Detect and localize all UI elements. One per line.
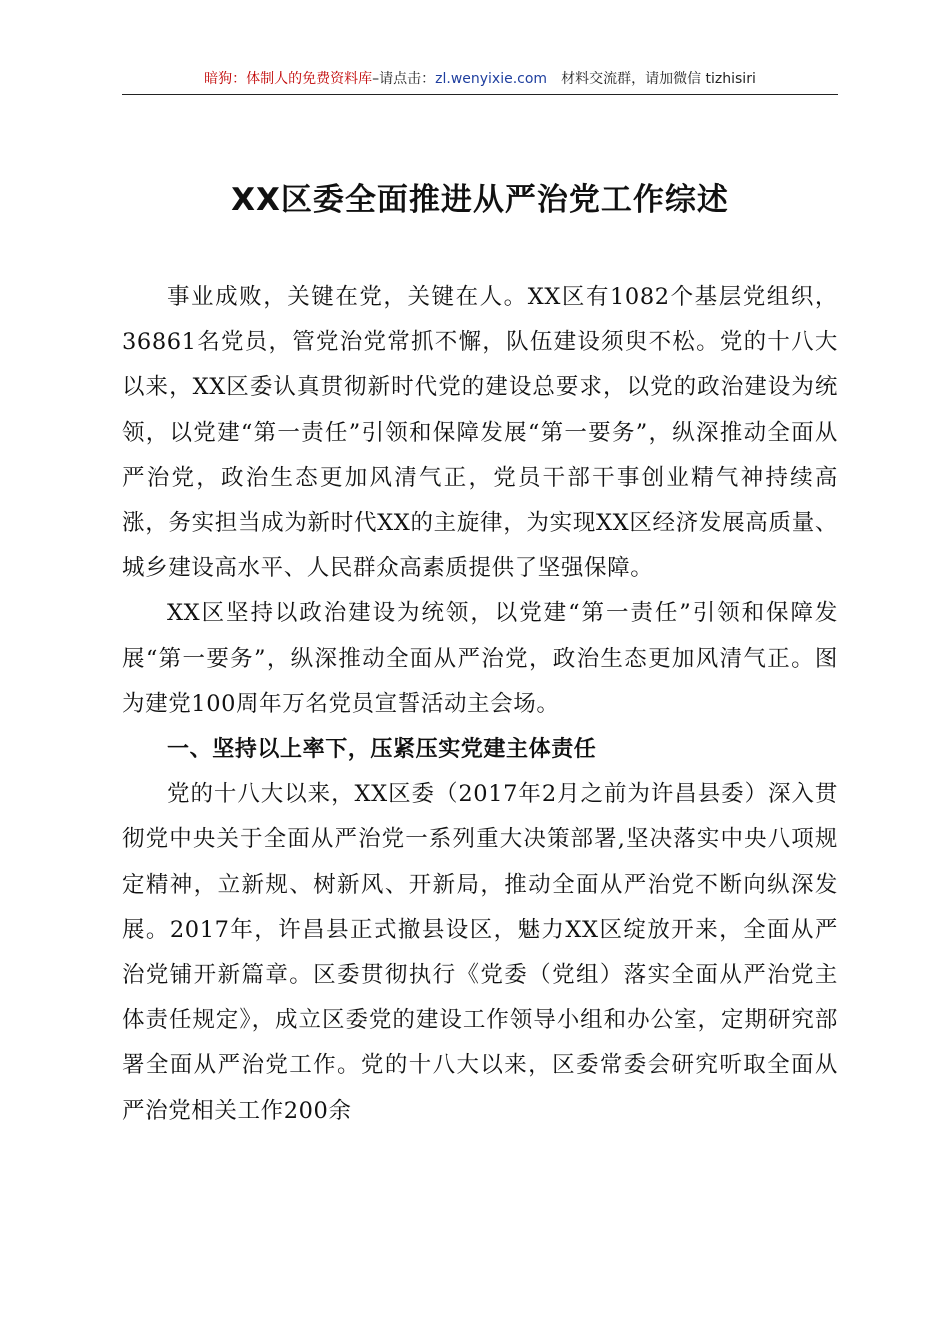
page-header xyxy=(122,66,838,95)
header-click-prompt: –请点击： xyxy=(372,71,436,87)
section-heading: 一、坚持以上率下，压紧压实党建主体责任 xyxy=(167,737,597,763)
paragraph-caption: XX区坚持以政治建设为统领，以党建“第一责任”引领和保障发展“第一要务”，纵深推动全面从严治党，政治生态更加风清气正。图为建党100周年万名党员宣誓活动主会场。 xyxy=(122,600,838,717)
document-title: XX区委全面推进从严治党工作综述 xyxy=(231,182,729,218)
header-url-link[interactable]: zl.wenyixie.com xyxy=(435,71,548,87)
header-site-name: 暗狗：体制人的免费资料库 xyxy=(204,71,373,87)
header-contact: 材料交流群，请加微信 tizhisiri xyxy=(561,71,756,87)
paragraph-intro: 事业成败，关键在党，关键在人。XX区有1082个基层党组织，36861名党员，管党治党常抓不懈，队伍建设须臾不松。党的十八大以来，XX区委认真贯彻新时代党的建设总要求，以党的政治建设为统领，以党建“第一责任”引领和保障发展“第一要务”，纵深推动全面从严治党，政治生态更加风清气正，党员干部干事创业精气神持续高涨，务实担当成为新时代XX的主旋律，为实现XX区经济发展高质量、城乡建设高水平、人民群众高素质提供了坚强保障。 xyxy=(122,284,838,582)
document-body xyxy=(122,275,838,1134)
paragraph-section-one: 党的十八大以来，XX区委（2017年2月之前为许昌县委）深入贯彻党中央关于全面从严治党一系列重大决策部署,坚决落实中央八项规定精神，立新规、树新风、开新局，推动全面从严治党不断向纵深发展。2017年，许昌县正式撤县设区，魅力XX区绽放开来，全面从严治党铺开新篇章。区委贯彻执行《党委（党组）落实全面从严治党主体责任规定》，成立区委党的建设工作领导小组和办公室，定期研究部署全面从严治党工作。党的十八大以来，区委常委会研究听取全面从严治党相关工作200余 xyxy=(122,781,838,1124)
